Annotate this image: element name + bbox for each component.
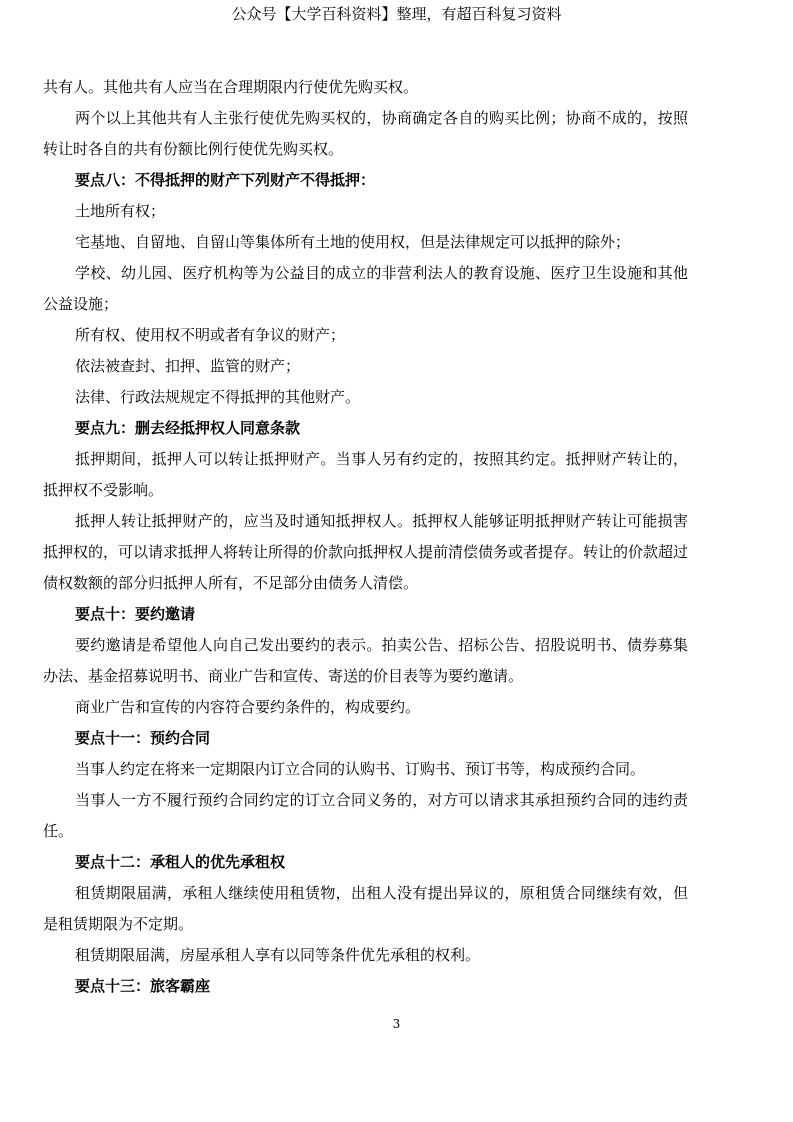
paragraph: 当事人约定在将来一定期限内订立合同的认购书、订购书、预订书等，构成预约合同。: [75, 760, 646, 778]
list-item: 法律、行政法规规定不得抵押的其他财产。: [75, 388, 361, 406]
list-item: 依法被查封、扣押、监管的财产；: [75, 357, 301, 375]
page-number: 3: [392, 1017, 401, 1031]
list-item: 所有权、使用权不明或者有争议的财产；: [75, 326, 346, 344]
paragraph: 共有人。其他共有人应当在合理期限内行使优先购买权。: [43, 78, 419, 96]
section-heading: 要点十：要约邀请: [75, 605, 196, 623]
paragraph: 商业广告和宣传的内容符合要约条件的，构成要约。: [75, 698, 421, 716]
paragraph: 抵押人转让抵押财产的，应当及时通知抵押权人。抵押权人能够证明抵押财产转让可能损害抵押权的，可以请求抵押人将转让所得的价款向抵押权人提前清偿债务或者提存。转让的价款超过债权数额的部分归抵押人所有，不足部分由债务人清偿。: [43, 512, 689, 592]
section-heading: 要点十一：预约合同: [75, 729, 211, 747]
paragraph: 租赁期限届满，承租人继续使用租赁物，出租人没有提出异议的，原租赁合同继续有效，但是租赁期限为不定期。: [43, 884, 688, 933]
paragraph: 租赁期限届满，房屋承租人享有以同等条件优先承租的权利。: [75, 946, 481, 964]
document-body: [43, 72, 688, 1002]
list-item: 土地所有权；: [75, 202, 166, 220]
paragraph: 要约邀请是希望他人向自己发出要约的表示。拍卖公告、招标公告、招股说明书、债券募集办法、基金招募说明书、商业广告和宣传、寄送的价目表等为要约邀请。: [43, 636, 688, 685]
page-header: 公众号【大学百科资料】整理，有超百科复习资料: [231, 5, 562, 23]
list-item: 宅基地、自留地、自留山等集体所有土地的使用权，但是法律规定可以抵押的除外；: [75, 233, 631, 251]
list-item: 学校、幼儿园、医疗机构等为公益目的成立的非营利法人的教育设施、医疗卫生设施和其他公益设施；: [43, 264, 688, 313]
paragraph: 两个以上其他共有人主张行使优先购买权的，协商确定各自的购买比例；协商不成的，按照转让时各自的共有份额比例行使优先购买权。: [43, 109, 688, 158]
section-heading: 要点十三：旅客霸座: [75, 977, 211, 995]
section-heading: 要点八：不得抵押的财产下列财产不得抵押：: [75, 171, 376, 189]
paragraph: 当事人一方不履行预约合同约定的订立合同义务的，对方可以请求其承担预约合同的违约责任。: [43, 791, 688, 840]
section-heading: 要点十二：承租人的优先承租权: [75, 853, 286, 871]
paragraph: 抵押期间，抵押人可以转让抵押财产。当事人另有约定的，按照其约定。抵押财产转让的，抵押权不受影响。: [43, 450, 688, 499]
section-heading: 要点九：删去经抵押权人同意条款: [75, 419, 301, 437]
